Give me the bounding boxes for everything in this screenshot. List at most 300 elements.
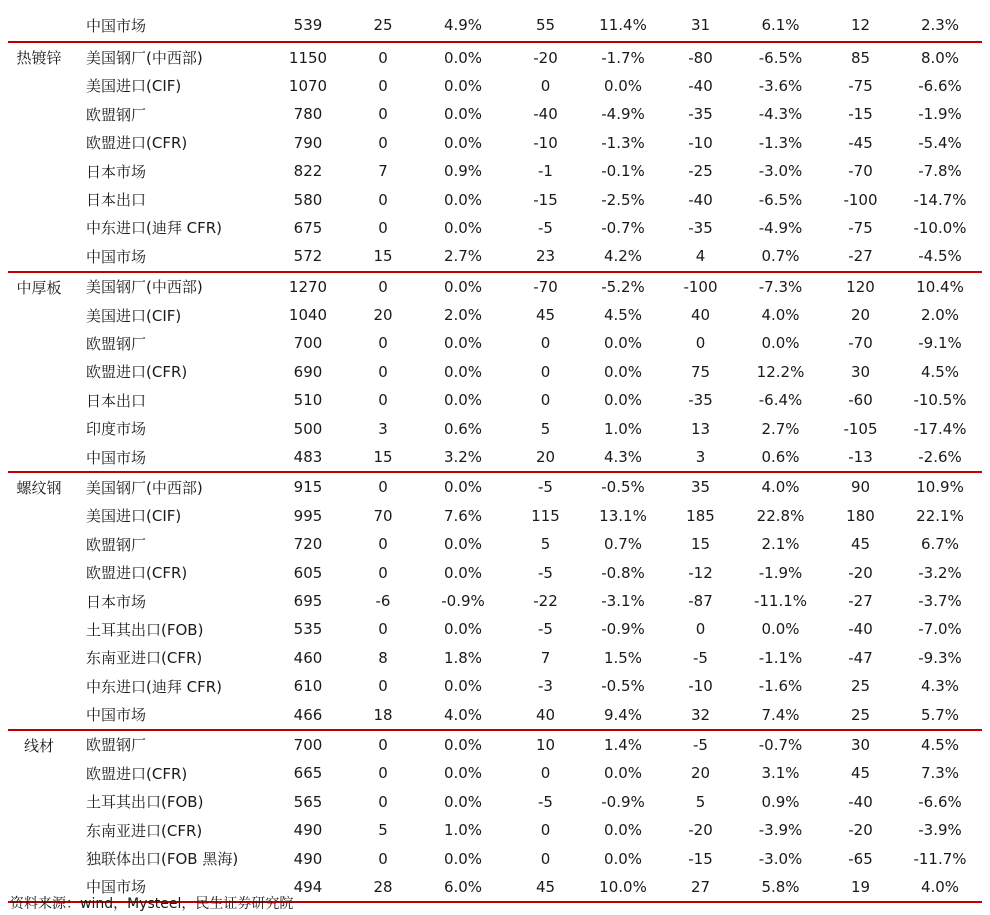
value-cell: 10.0% — [583, 873, 663, 902]
category-cell: 线材 — [8, 730, 78, 902]
value-cell: -1.3% — [601, 133, 645, 152]
value-cell: 0 — [378, 677, 388, 696]
value-cell: 0 — [378, 76, 388, 95]
table-row — [8, 672, 982, 700]
value-cell: 0.0% — [443, 535, 483, 554]
value-cell: -17.4% — [913, 419, 967, 438]
value-cell: -4.3% — [758, 105, 803, 124]
value-cell: 0.0% — [443, 277, 483, 296]
value-cell: 539 — [268, 9, 348, 42]
value-cell: 2.0% — [920, 306, 960, 325]
table-row — [8, 157, 982, 185]
value-cell: 0.0% — [443, 563, 483, 582]
value-cell: 1.0% — [443, 821, 483, 840]
value-cell: -60 — [848, 391, 873, 410]
value-cell: 55 — [508, 9, 583, 42]
value-cell: 4.5% — [603, 306, 643, 325]
market-cell: 中国市场 — [78, 700, 268, 729]
value-cell: -5.4% — [918, 133, 962, 152]
value-cell: 45 — [508, 873, 583, 902]
value-cell: -2.5% — [601, 190, 645, 209]
value-cell: -11.1% — [753, 592, 808, 610]
market-cell: 欧盟进口(CFR) — [86, 363, 188, 382]
value-cell: 0 — [695, 334, 706, 353]
value-cell: 3.1% — [761, 764, 800, 783]
value-cell: -0.7% — [601, 218, 645, 237]
value-cell: -3.1% — [601, 592, 645, 610]
table-row — [8, 329, 982, 357]
value-cell: 0.6% — [738, 443, 823, 472]
category-cell — [8, 9, 78, 42]
value-cell: -75 — [848, 218, 873, 237]
value-cell: -25 — [688, 162, 713, 181]
table-row — [8, 788, 982, 816]
value-cell: 580 — [293, 190, 323, 209]
value-cell: -70 — [848, 162, 873, 181]
market-cell: 中国市场 — [78, 242, 268, 271]
value-cell: -20 — [533, 48, 558, 67]
value-cell: -35 — [688, 105, 713, 124]
value-cell: -6.5% — [758, 48, 803, 67]
value-cell: 466 — [268, 700, 348, 729]
value-cell: 115 — [531, 506, 560, 525]
value-cell: 1040 — [288, 306, 328, 325]
value-cell: 6.1% — [738, 9, 823, 42]
value-cell: 0 — [540, 76, 551, 95]
value-cell: 22.1% — [916, 506, 964, 525]
value-cell: 0 — [378, 535, 388, 554]
value-cell: -35 — [688, 218, 713, 237]
value-cell: 6.7% — [920, 535, 960, 554]
value-cell: -14.7% — [913, 190, 967, 209]
steel-price-table — [8, 9, 982, 903]
value-cell: -20 — [848, 821, 873, 840]
value-cell: -10 — [688, 133, 713, 152]
value-cell: 30 — [850, 362, 871, 381]
value-cell: 700 — [293, 334, 323, 353]
market-cell: 欧盟钢厂 — [86, 334, 147, 353]
value-cell: -3.0% — [758, 162, 803, 181]
table-row — [8, 214, 982, 242]
value-cell: 75 — [690, 362, 711, 381]
value-cell: 572 — [268, 242, 348, 271]
value-cell: 85 — [850, 48, 871, 67]
value-cell: 3.2% — [418, 443, 508, 472]
value-cell: -22 — [533, 592, 558, 610]
value-cell: 610 — [293, 677, 323, 696]
value-cell: 7 — [378, 162, 388, 181]
value-cell: -6.5% — [758, 190, 803, 209]
table-row — [8, 9, 982, 42]
table-row — [8, 129, 982, 157]
value-cell: 0.0% — [603, 764, 643, 783]
market-cell: 美国钢厂(中西部) — [86, 478, 203, 497]
value-cell: 0 — [540, 764, 551, 783]
value-cell: -40 — [688, 190, 713, 209]
value-cell: -15 — [848, 105, 873, 124]
value-cell: 4.3% — [920, 677, 960, 696]
value-cell: 0.0% — [443, 105, 483, 124]
table-row — [8, 42, 982, 71]
value-cell: 695 — [293, 592, 323, 610]
market-cell: 中东进口(迪拜 CFR) — [86, 677, 222, 696]
table-row — [8, 72, 982, 100]
value-cell: 35 — [690, 478, 711, 497]
table-body — [8, 9, 982, 902]
value-cell: 19 — [823, 873, 898, 902]
market-cell: 美国进口(CIF) — [86, 77, 182, 96]
value-cell: 4.0% — [418, 700, 508, 729]
value-cell: 13.1% — [599, 506, 647, 525]
value-cell: -9.1% — [918, 334, 962, 353]
value-cell: -27 — [848, 592, 873, 610]
category-cell: 螺纹钢 — [8, 472, 78, 730]
market-cell: 中国市场 — [78, 873, 268, 902]
value-cell: 0 — [695, 620, 706, 639]
value-cell: -10.0% — [913, 218, 967, 237]
value-cell: 0.0% — [443, 792, 483, 811]
value-cell: 0 — [378, 391, 388, 410]
value-cell: 0.0% — [443, 478, 483, 497]
value-cell: 7 — [540, 648, 551, 667]
value-cell: 535 — [293, 620, 323, 639]
value-cell: 0.0% — [443, 391, 483, 410]
value-cell: -27 — [823, 242, 898, 271]
value-cell: -7.8% — [918, 162, 962, 181]
value-cell: 7.4% — [738, 700, 823, 729]
value-cell: -1.6% — [758, 677, 803, 696]
value-cell: -1.9% — [918, 105, 962, 124]
value-cell: -4.9% — [758, 218, 803, 237]
market-cell: 欧盟进口(CFR) — [86, 134, 188, 153]
value-cell: 4.2% — [583, 242, 663, 271]
value-cell: 0.7% — [738, 242, 823, 271]
market-cell: 欧盟进口(CFR) — [86, 564, 188, 583]
value-cell: 2.1% — [761, 535, 800, 554]
value-cell: 0.0% — [443, 620, 483, 639]
table-row — [8, 414, 982, 442]
value-cell: 25 — [348, 9, 418, 42]
value-cell: 0.0% — [603, 334, 643, 353]
value-cell: 11.4% — [583, 9, 663, 42]
market-cell: 欧盟钢厂 — [86, 105, 147, 124]
value-cell: -20 — [848, 563, 873, 582]
value-cell: 4.0% — [761, 478, 800, 497]
table-row — [8, 472, 982, 501]
value-cell: 15 — [348, 242, 418, 271]
value-cell: 0 — [378, 105, 388, 124]
value-cell: 0.0% — [443, 334, 483, 353]
value-cell: -6.6% — [918, 76, 962, 95]
value-cell: 8 — [378, 648, 388, 667]
value-cell: -5 — [693, 648, 708, 667]
market-cell: 欧盟钢厂 — [86, 736, 147, 755]
value-cell: -105 — [843, 419, 878, 438]
value-cell: 0.0% — [443, 218, 483, 237]
table-row — [8, 816, 982, 844]
market-cell: 日本市场 — [86, 162, 147, 181]
value-cell: 4.5% — [920, 362, 960, 381]
value-cell: 995 — [293, 506, 323, 525]
value-cell: 0 — [378, 563, 388, 582]
value-cell: -75 — [848, 76, 873, 95]
value-cell: -80 — [688, 48, 713, 67]
value-cell: -5 — [693, 735, 708, 754]
value-cell: 120 — [846, 277, 875, 296]
value-cell: 0.0% — [443, 677, 483, 696]
value-cell: -3.0% — [758, 849, 803, 868]
value-cell: 13 — [690, 419, 711, 438]
value-cell: 1.5% — [603, 648, 643, 667]
value-cell: -10 — [688, 677, 713, 696]
value-cell: 45 — [535, 306, 556, 325]
value-cell: 28 — [348, 873, 418, 902]
value-cell: 32 — [663, 700, 738, 729]
market-cell: 欧盟钢厂 — [86, 535, 147, 554]
value-cell: -1.1% — [758, 648, 803, 667]
value-cell: -3.6% — [758, 76, 803, 95]
value-cell: 0.0% — [443, 764, 483, 783]
value-cell: 665 — [293, 764, 323, 783]
value-cell: -40 — [848, 620, 873, 639]
value-cell: 5.8% — [738, 873, 823, 902]
market-cell: 土耳其出口(FOB) — [86, 793, 204, 812]
value-cell: 0 — [378, 478, 388, 497]
table-row — [8, 443, 982, 472]
value-cell: -0.9% — [601, 792, 645, 811]
value-cell: -70 — [533, 277, 558, 296]
value-cell: 10.9% — [916, 478, 964, 497]
value-cell: 27 — [663, 873, 738, 902]
value-cell: 23 — [508, 242, 583, 271]
table-row — [8, 386, 982, 414]
value-cell: 0 — [378, 620, 388, 639]
market-cell: 东南亚进口(CFR) — [86, 821, 203, 840]
value-cell: -47 — [848, 648, 873, 667]
value-cell: 2.3% — [898, 9, 982, 42]
table-row — [8, 100, 982, 128]
value-cell: -40 — [688, 76, 713, 95]
value-cell: 0.0% — [761, 620, 800, 639]
value-cell: -100 — [843, 190, 878, 209]
value-cell: -9.3% — [918, 648, 962, 667]
value-cell: 690 — [293, 362, 323, 381]
market-cell: 中国市场 — [78, 9, 268, 42]
value-cell: -11.7% — [913, 849, 967, 868]
value-cell: 40 — [508, 700, 583, 729]
value-cell: 0.7% — [603, 535, 643, 554]
value-cell: 700 — [293, 735, 323, 754]
value-cell: 0 — [378, 735, 388, 754]
value-cell: 18 — [348, 700, 418, 729]
value-cell: -40 — [848, 792, 873, 811]
value-cell: 0 — [378, 48, 388, 67]
table-row — [8, 730, 982, 759]
value-cell: -10.5% — [913, 391, 967, 410]
value-cell: -3.9% — [918, 821, 962, 840]
value-cell: -35 — [688, 391, 713, 410]
table-row — [8, 615, 982, 643]
value-cell: 490 — [293, 849, 323, 868]
value-cell: 0 — [378, 362, 388, 381]
value-cell: -70 — [848, 334, 873, 353]
category-cell: 中厚板 — [8, 272, 78, 473]
value-cell: -2.6% — [898, 443, 982, 472]
value-cell: 0 — [378, 218, 388, 237]
value-cell: -1.3% — [758, 133, 803, 152]
table-row — [8, 530, 982, 558]
value-cell: -0.5% — [601, 677, 645, 696]
value-cell: 1270 — [288, 277, 328, 296]
value-cell: -3.7% — [918, 592, 962, 610]
value-cell: 510 — [293, 391, 323, 410]
value-cell: -0.9% — [441, 592, 485, 610]
value-cell: -5 — [538, 563, 553, 582]
value-cell: 0.9% — [443, 162, 483, 181]
value-cell: 460 — [293, 648, 323, 667]
value-cell: 4.5% — [920, 735, 960, 754]
value-cell: 5 — [540, 419, 551, 438]
table-row — [8, 301, 982, 329]
value-cell: 7.6% — [443, 506, 483, 525]
table-row — [8, 242, 982, 271]
value-cell: 565 — [293, 792, 323, 811]
value-cell: 0.0% — [603, 362, 643, 381]
value-cell: -1.9% — [758, 563, 803, 582]
value-cell: -15 — [688, 849, 713, 868]
value-cell: 0 — [540, 334, 551, 353]
market-cell: 美国进口(CIF) — [86, 306, 182, 325]
value-cell: 0.0% — [603, 821, 643, 840]
value-cell: -3 — [538, 677, 553, 696]
table-row — [8, 502, 982, 530]
value-cell: 70 — [373, 506, 393, 525]
value-cell: -65 — [848, 849, 873, 868]
value-cell: 490 — [293, 821, 323, 840]
value-cell: -45 — [848, 133, 873, 152]
market-cell: 土耳其出口(FOB) — [86, 620, 204, 639]
value-cell: -0.1% — [601, 162, 645, 181]
value-cell: 494 — [268, 873, 348, 902]
value-cell: -10 — [533, 133, 558, 152]
value-cell: 15 — [690, 535, 711, 554]
value-cell: 4 — [663, 242, 738, 271]
value-cell: -6.4% — [758, 391, 803, 410]
value-cell: -1 — [538, 162, 553, 181]
value-cell: 822 — [293, 162, 323, 181]
value-cell: 790 — [293, 133, 323, 152]
value-cell: 20 — [373, 306, 393, 325]
value-cell: 0.0% — [603, 849, 643, 868]
value-cell: -13 — [823, 443, 898, 472]
value-cell: 0.0% — [443, 48, 483, 67]
value-cell: 483 — [268, 443, 348, 472]
value-cell: 0 — [378, 190, 388, 209]
value-cell: 20 — [850, 306, 871, 325]
value-cell: 3 — [378, 419, 388, 438]
value-cell: 0 — [378, 334, 388, 353]
value-cell: 0.0% — [443, 133, 483, 152]
value-cell: 5 — [695, 792, 706, 811]
market-cell: 中东进口(迪拜 CFR) — [86, 219, 222, 238]
market-cell: 美国进口(CIF) — [86, 507, 182, 526]
market-cell: 欧盟进口(CFR) — [86, 764, 188, 783]
value-cell: 0.6% — [443, 419, 483, 438]
value-cell: -1.7% — [601, 48, 645, 67]
value-cell: 12.2% — [756, 362, 805, 381]
value-cell: -100 — [683, 277, 718, 296]
value-cell: 8.0% — [920, 48, 960, 67]
value-cell: 915 — [293, 478, 323, 497]
value-cell: 9.4% — [583, 700, 663, 729]
value-cell: 6.0% — [418, 873, 508, 902]
value-cell: 5.7% — [898, 700, 982, 729]
value-cell: 7.3% — [920, 764, 960, 783]
value-cell: -20 — [688, 821, 713, 840]
value-cell: 20 — [690, 764, 711, 783]
market-cell: 日本市场 — [86, 592, 147, 611]
market-cell: 日本出口 — [86, 391, 147, 410]
value-cell: -4.5% — [898, 242, 982, 271]
value-cell: 0 — [378, 133, 388, 152]
category-cell: 热镀锌 — [8, 42, 78, 271]
value-cell: 15 — [348, 443, 418, 472]
value-cell: -3.9% — [758, 821, 803, 840]
price-table-container — [8, 9, 982, 903]
market-cell: 美国钢厂(中西部) — [86, 49, 203, 68]
value-cell: -3.2% — [918, 563, 962, 582]
value-cell: 0 — [378, 792, 388, 811]
value-cell: 5 — [540, 535, 551, 554]
value-cell: 780 — [293, 105, 323, 124]
value-cell: 0.0% — [603, 391, 643, 410]
value-cell: 185 — [686, 506, 715, 525]
value-cell: 0 — [540, 821, 551, 840]
value-cell: 3 — [663, 443, 738, 472]
value-cell: 1.0% — [603, 419, 643, 438]
value-cell: 0 — [540, 849, 551, 868]
value-cell: 31 — [663, 9, 738, 42]
table-row — [8, 358, 982, 386]
value-cell: 0 — [540, 362, 551, 381]
value-cell: -15 — [533, 190, 558, 209]
value-cell: 0.0% — [443, 190, 483, 209]
value-cell: 2.0% — [443, 306, 483, 325]
table-row — [8, 759, 982, 787]
value-cell: -4.9% — [601, 105, 645, 124]
value-cell: 4.3% — [583, 443, 663, 472]
value-cell: -7.0% — [918, 620, 962, 639]
value-cell: -0.9% — [601, 620, 645, 639]
value-cell: -6.6% — [918, 792, 962, 811]
market-cell: 独联体出口(FOB 黑海) — [86, 850, 239, 869]
value-cell: 0.0% — [443, 849, 483, 868]
value-cell: 4.9% — [418, 9, 508, 42]
value-cell: 0.0% — [443, 735, 483, 754]
value-cell: 1.4% — [603, 735, 643, 754]
value-cell: 2.7% — [761, 419, 800, 438]
value-cell: -0.7% — [758, 735, 803, 754]
value-cell: 0 — [378, 277, 388, 296]
value-cell: -40 — [533, 105, 558, 124]
value-cell: 1.8% — [443, 648, 483, 667]
value-cell: 605 — [293, 563, 323, 582]
table-row — [8, 587, 982, 615]
value-cell: 1070 — [288, 76, 328, 95]
value-cell: 675 — [293, 218, 323, 237]
table-row — [8, 185, 982, 213]
market-cell: 美国钢厂(中西部) — [86, 278, 203, 297]
